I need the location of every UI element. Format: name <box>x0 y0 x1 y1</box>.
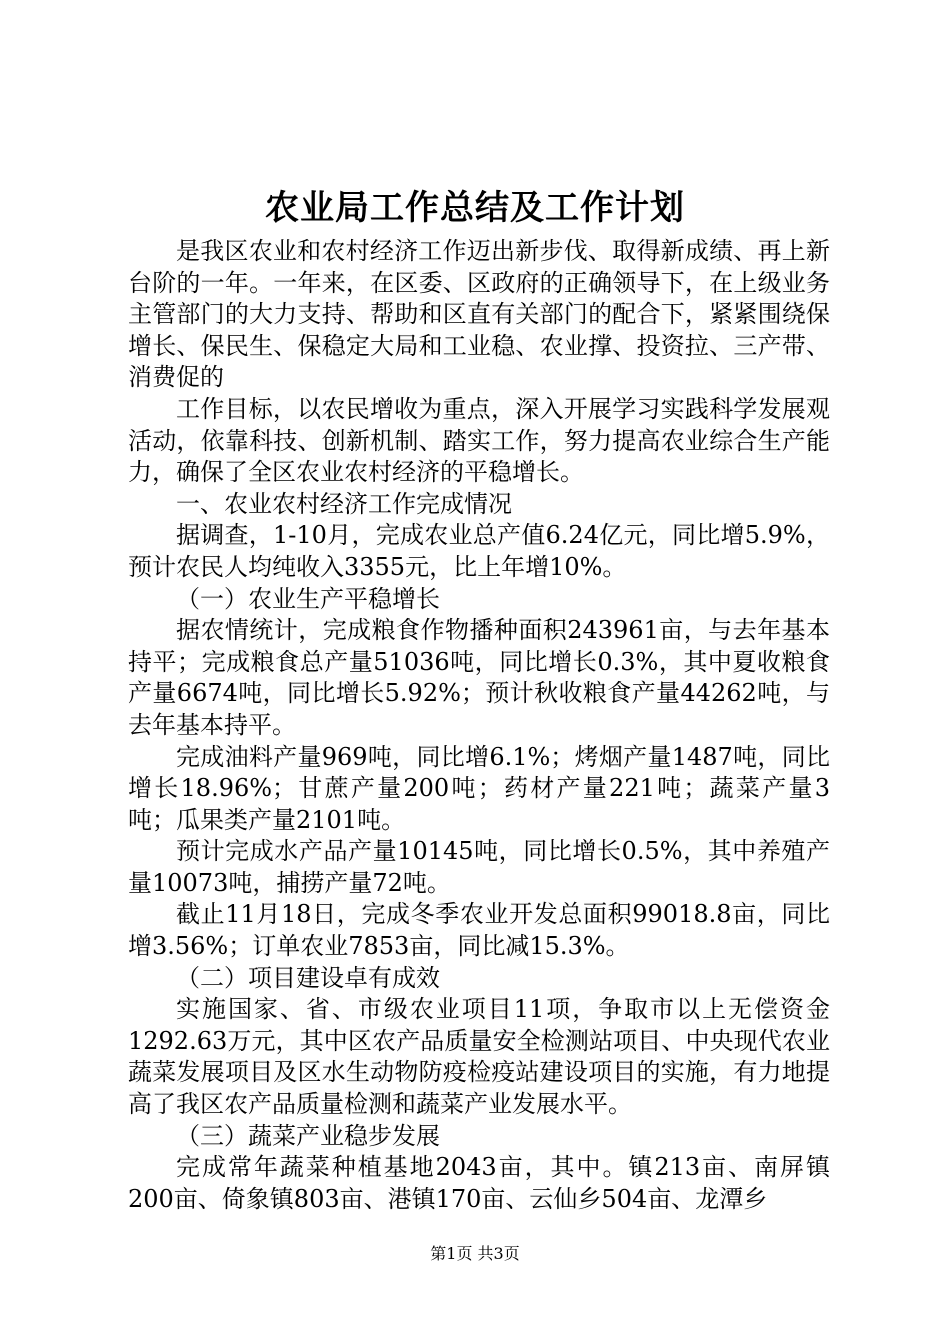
paragraph: 是我区农业和农村经济工作迈出新步伐、取得新成绩、再上新台阶的一年。一年来，在区委、区政府的正确领导下，在上级业务主管部门的大力支持、帮助和区直有关部门的配合下，紧紧围绕保增长、保民生、保稳定大局和工业稳、农业撑、投资拉、三产带、消费促的 <box>128 237 830 392</box>
subsection-heading: （三）蔬菜产业稳步发展 <box>176 1121 440 1150</box>
paragraph: 实施国家、省、市级农业项目11项，争取市以上无偿资金1292.63万元，其中区农产品质量安全检测站项目、中央现代农业蔬菜发展项目及区水生动物防疫检疫站建设项目的实施，有力地提高了我区农产品质量检测和蔬菜产业发展水平。 <box>128 995 830 1119</box>
paragraph: 完成常年蔬菜种植基地2043亩，其中。镇213亩、南屏镇200亩、倚象镇803亩、港镇170亩、云仙乡504亩、龙潭乡 <box>128 1153 830 1213</box>
document-body <box>128 236 830 1215</box>
document-title: 农业局工作总结及工作计划 <box>265 188 685 228</box>
paragraph: 工作目标，以农民增收为重点，深入开展学习实践科学发展观活动，依靠科技、创新机制、踏实工作，努力提高农业综合生产能力，确保了全区农业农村经济的平稳增长。 <box>128 394 830 487</box>
paragraph: 预计完成水产品产量10145吨，同比增长0.5%，其中养殖产量10073吨，捕捞产量72吨。 <box>128 837 830 897</box>
section-heading: 一、农业农村经济工作完成情况 <box>176 489 512 518</box>
paragraph: 据农情统计，完成粮食作物播种面积243961亩，与去年基本持平；完成粮食总产量51036吨，同比增长0.3%，其中夏收粮食产量6674吨，同比增长5.92%；预计秋收粮食产量44262吨，与去年基本持平。 <box>128 616 830 739</box>
subsection-heading: （二）项目建设卓有成效 <box>176 963 440 992</box>
paragraph: 据调查，1-10月，完成农业总产值6.24亿元，同比增5.9%，预计农民人均纯收入3355元，比上年增10%。 <box>128 521 830 581</box>
subsection-heading: （一）农业生产平稳增长 <box>176 584 440 613</box>
paragraph: 截止11月18日，完成冬季农业开发总面积99018.8亩，同比增3.56%；订单农业7853亩，同比减15.3%。 <box>128 900 830 961</box>
paragraph: 完成油料产量969吨，同比增6.1%；烤烟产量1487吨，同比增长18.96%；甘蔗产量200吨；药材产量221吨；蔬菜产量3吨；瓜果类产量2101吨。 <box>128 742 830 834</box>
page-footer: 第1页 共3页 <box>430 1244 520 1263</box>
